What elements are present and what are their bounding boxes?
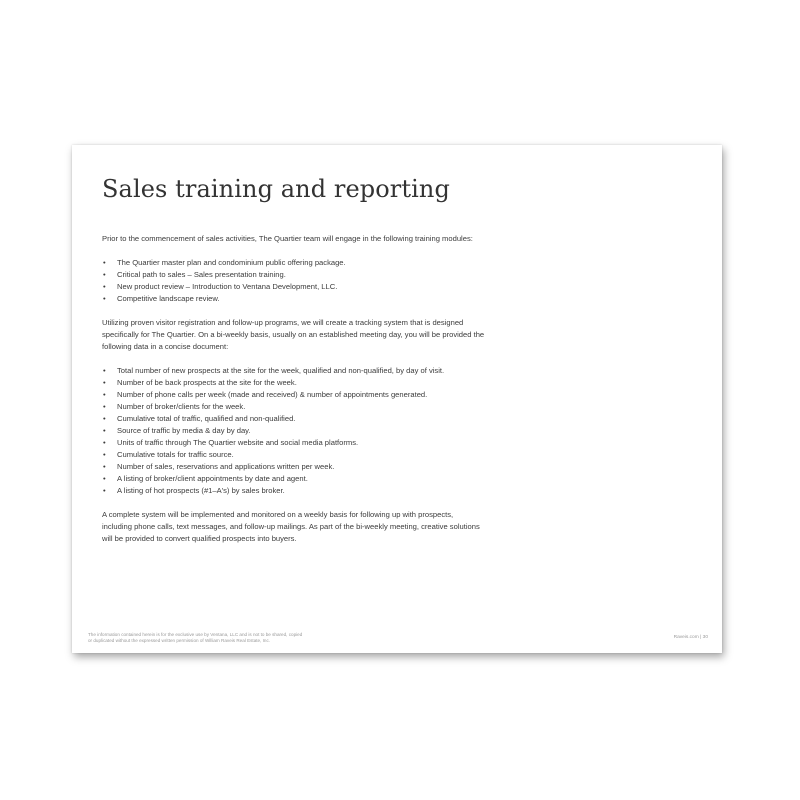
- list-item: • Cumulative totals for traffic source.: [102, 449, 612, 461]
- paragraph-line: specifically for The Quartier. On a bi-weekly basis, usually on an established meeting day, you will be provided the: [102, 330, 485, 339]
- paragraph-line: following data in a concise document:: [102, 342, 229, 351]
- document-page: [72, 145, 722, 653]
- list-item: • A listing of broker/client appointments by date and agent.: [102, 473, 612, 485]
- paragraph-line: Utilizing proven visitor registration and follow-up programs, we will create a tracking system that is designed: [102, 318, 464, 327]
- list-item: • Number of be back prospects at the site for the week.: [102, 377, 612, 389]
- list-item: • The Quartier master plan and condominium public offering package.: [102, 257, 612, 269]
- footer-site-link[interactable]: Raveis.com: [673, 635, 699, 640]
- closing-paragraph: [102, 509, 612, 545]
- training-modules-list: [102, 257, 612, 305]
- report-items-list: [102, 365, 612, 497]
- list-item: • Source of traffic by media & day by day.: [102, 425, 612, 437]
- footer-separator: |: [700, 635, 702, 640]
- list-item: • Number of phone calls per week (made and received) & number of appointments generated.: [102, 389, 612, 401]
- page-content: [102, 233, 612, 545]
- tracking-paragraph: [102, 317, 612, 353]
- list-item: • Cumulative total of traffic, qualified and non-qualified.: [102, 413, 612, 425]
- paragraph-line: A complete system will be implemented and monitored on a weekly basis for following up with prospects,: [102, 510, 454, 519]
- footer-page-info: [674, 635, 708, 640]
- page-title: Sales training and reporting: [102, 175, 450, 203]
- disclaimer-line: or duplicated without the expressed written permission of William Raveis Real Estate, Inc.: [88, 638, 271, 644]
- intro-paragraph: Prior to the commencement of sales activities, The Quartier team will engage in the following training modules:: [102, 234, 473, 243]
- footer-disclaimer: [88, 632, 448, 645]
- list-item: • A listing of hot prospects (#1–A's) by sales broker.: [102, 485, 612, 497]
- list-item: • Competitive landscape review.: [102, 293, 612, 305]
- list-item: • Units of traffic through The Quartier website and social media platforms.: [102, 437, 612, 449]
- list-item: • Number of broker/clients for the week.: [102, 401, 612, 413]
- list-item: • Number of sales, reservations and applications written per week.: [102, 461, 612, 473]
- paragraph-line: including phone calls, text messages, and follow-up mailings. As part of the bi-weekly meeting, creative solutions: [102, 522, 480, 531]
- disclaimer-line: The information contained herein is for the exclusive use by Ventana, LLC and is not to be shared, copied: [88, 632, 303, 637]
- list-item: • Total number of new prospects at the site for the week, qualified and non-qualified, by day of visit.: [102, 365, 612, 377]
- list-item: • Critical path to sales – Sales presentation training.: [102, 269, 612, 281]
- page-number: 30: [702, 635, 708, 640]
- list-item: • New product review – Introduction to Ventana Development, LLC.: [102, 281, 612, 293]
- paragraph-line: will be provided to convert qualified prospects into buyers.: [102, 534, 297, 543]
